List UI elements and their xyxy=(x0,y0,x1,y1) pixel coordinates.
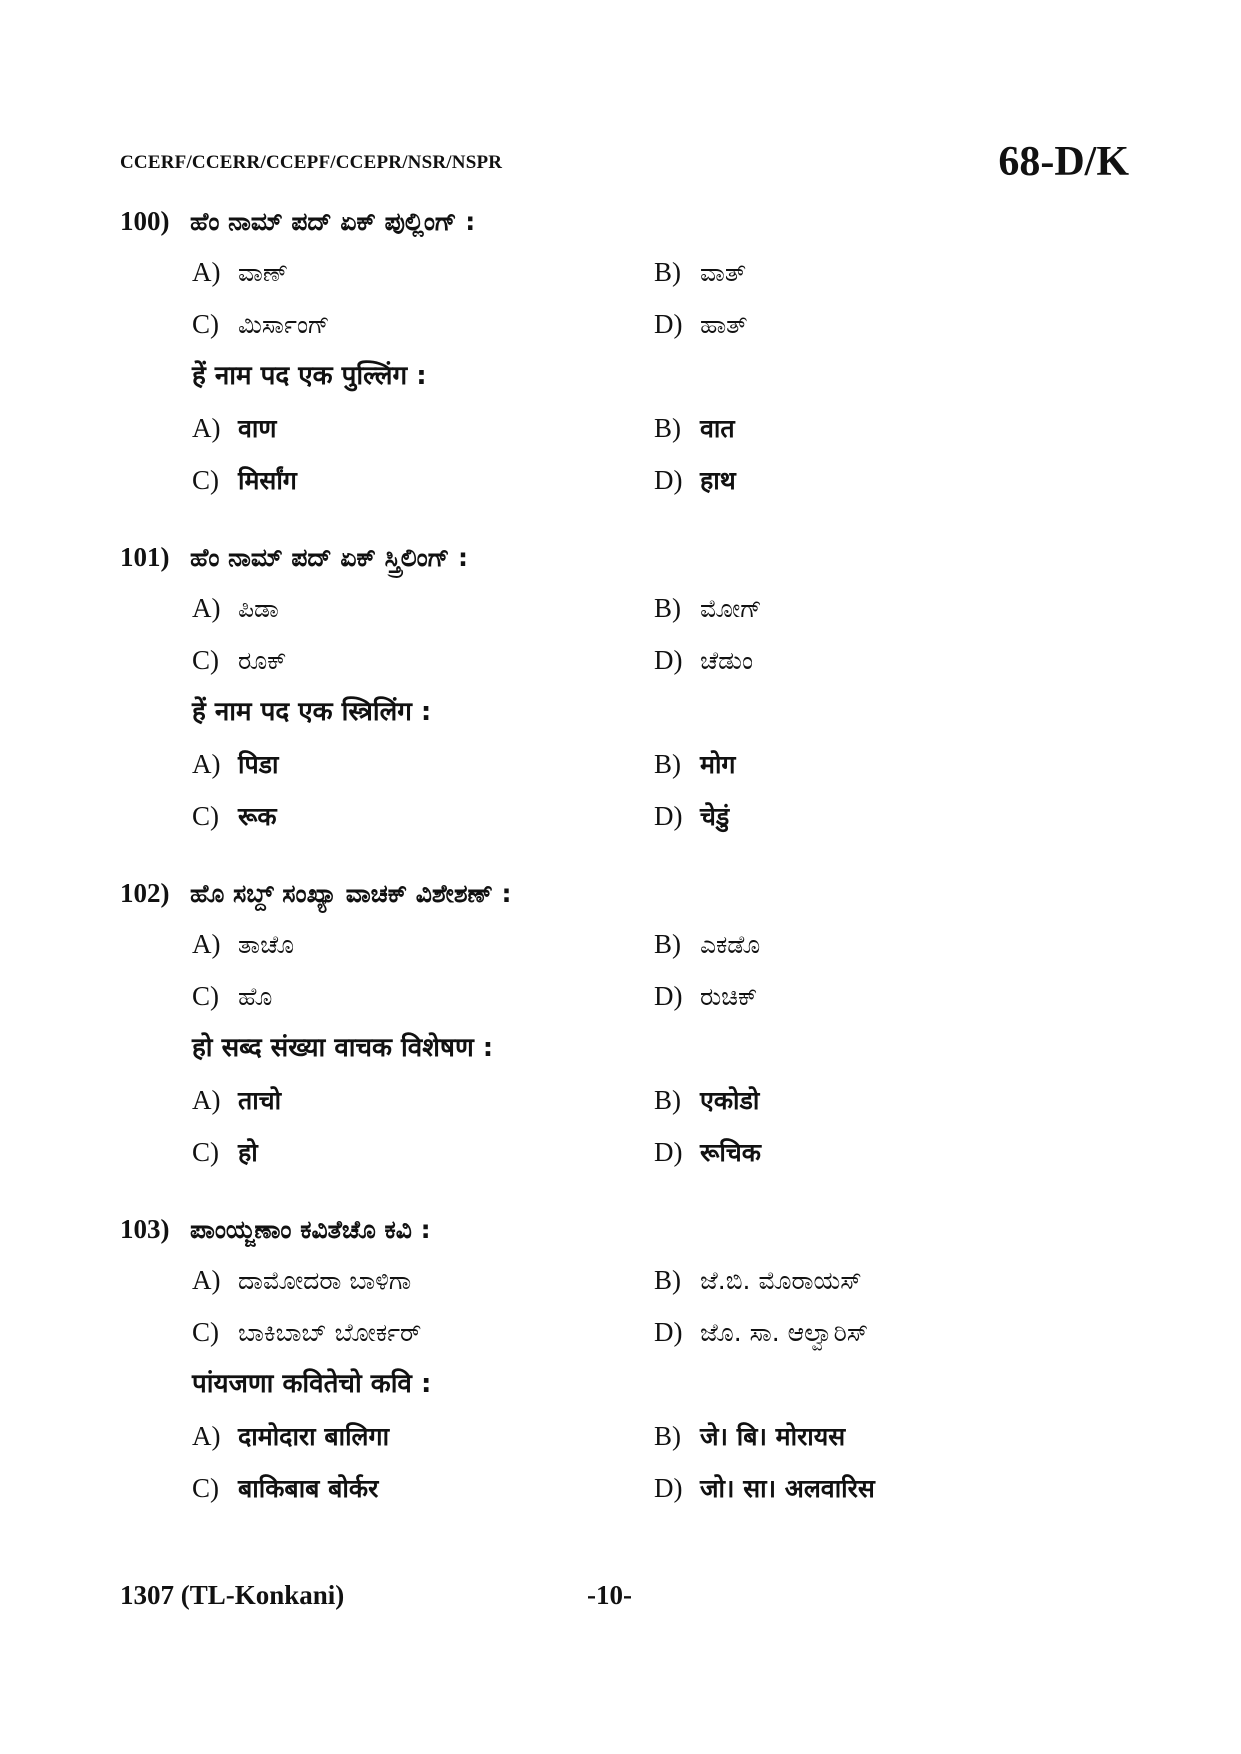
option-text: ದಾಮೋದರಾ ಬಾಳಿಗಾ xyxy=(238,1266,412,1295)
option-row xyxy=(120,970,1130,1022)
question-stem-kannada xyxy=(120,532,1130,582)
option-letter: C) xyxy=(192,1473,219,1503)
option-devanagari xyxy=(192,790,654,842)
question-list xyxy=(120,196,1130,1540)
option-text: दामोदारा बालिगा xyxy=(238,1422,390,1451)
question-stem-kannada xyxy=(120,868,1130,918)
option-row xyxy=(120,454,1130,506)
question-block xyxy=(120,868,1130,1178)
option-text: ಜೆ.ಬಿ. ಮೊರಾಯಸ್ xyxy=(700,1266,862,1295)
option-letter: A) xyxy=(192,1085,221,1115)
option-letter: D) xyxy=(654,465,683,495)
option-row xyxy=(120,246,1130,298)
option-kannada xyxy=(192,1254,654,1306)
option-row xyxy=(120,1074,1130,1126)
option-letter: C) xyxy=(192,1317,219,1347)
option-kannada xyxy=(192,970,654,1022)
option-text: वात xyxy=(700,414,735,443)
option-letter: B) xyxy=(654,413,681,443)
option-kannada xyxy=(192,1306,654,1358)
option-letter: B) xyxy=(654,929,681,959)
question-number: 100) xyxy=(120,206,170,236)
option-kannada xyxy=(192,918,654,970)
question-number: 101) xyxy=(120,542,170,572)
question-text-kannada: ಪಾಂಯ್ಜಣಾಂ ಕವಿತೆಚೊ ಕವಿ : xyxy=(190,1215,431,1244)
option-letter: C) xyxy=(192,1137,219,1167)
option-letter: D) xyxy=(654,645,683,675)
option-letter: A) xyxy=(192,929,221,959)
option-row xyxy=(120,634,1130,686)
option-kannada xyxy=(654,246,746,298)
option-letter: C) xyxy=(192,981,219,1011)
option-letter: C) xyxy=(192,465,219,495)
option-letter: B) xyxy=(654,257,681,287)
option-row xyxy=(120,1254,1130,1306)
option-letter: D) xyxy=(654,1473,683,1503)
question-text-devanagari: हें नाम पद एक पुल्लिंग : xyxy=(192,361,427,391)
option-text: ವಾತ್ xyxy=(700,258,747,287)
question-number: 103) xyxy=(120,1214,170,1244)
option-devanagari xyxy=(192,454,654,506)
option-row xyxy=(120,402,1130,454)
option-text: जो। सा। अलवारिस xyxy=(700,1474,875,1503)
option-kannada xyxy=(654,970,757,1022)
question-text-devanagari: हें नाम पद एक स्त्रिलिंग : xyxy=(192,697,432,727)
option-kannada xyxy=(192,582,654,634)
option-devanagari xyxy=(192,738,654,790)
option-text: ಜೊ. ಸಾ. ಆಲ್ವಾರಿಸ್ xyxy=(700,1318,869,1347)
option-text: ಹಾತ್ xyxy=(700,310,748,339)
option-letter: B) xyxy=(654,593,681,623)
question-stem-kannada xyxy=(120,196,1130,246)
option-row xyxy=(120,582,1130,634)
option-letter: D) xyxy=(654,1137,683,1167)
option-text: मोग xyxy=(700,750,736,779)
question-block xyxy=(120,1204,1130,1514)
option-text: बाकिबाब बोर्कर xyxy=(238,1474,379,1503)
option-row xyxy=(120,1306,1130,1358)
option-devanagari xyxy=(192,402,654,454)
option-text: जे। बि। मोरायस xyxy=(700,1422,846,1451)
option-text: रूक xyxy=(238,802,277,831)
question-text-kannada: ಹೆಂ ನಾಮ್ ಪದ್ ಏಕ್ ಸ್ತ್ರಿಲಿಂಗ್ : xyxy=(190,543,469,572)
footer-subject-code: 1307 (TL-Konkani) xyxy=(120,1580,345,1610)
option-kannada xyxy=(192,634,654,686)
option-devanagari xyxy=(654,402,735,454)
option-text: चेडुं xyxy=(700,802,730,831)
option-letter: B) xyxy=(654,749,681,779)
option-text: ಪಿಡಾ xyxy=(238,594,279,623)
option-kannada xyxy=(192,298,654,350)
option-text: ರೂಕ್ xyxy=(238,646,287,675)
option-devanagari xyxy=(192,1462,654,1514)
option-kannada xyxy=(654,634,753,686)
option-kannada xyxy=(654,582,762,634)
option-devanagari xyxy=(654,1410,845,1462)
question-text-devanagari: हो सब्द संख्या वाचक विशेषण : xyxy=(192,1033,494,1063)
option-kannada xyxy=(654,1306,868,1358)
option-text: मिर्सांग xyxy=(238,466,297,495)
option-letter: B) xyxy=(654,1421,681,1451)
question-number: 102) xyxy=(120,878,170,908)
option-letter: A) xyxy=(192,413,221,443)
option-devanagari xyxy=(192,1126,654,1178)
option-text: पिडा xyxy=(238,750,279,779)
question-text-kannada: ಹೆಂ ನಾಮ್ ಪದ್ ಏಕ್ ಪುಲ್ಲಿಂಗ್ : xyxy=(190,207,476,236)
option-devanagari xyxy=(654,1462,875,1514)
option-text: वाण xyxy=(238,414,277,443)
question-text-kannada: ಹೊ ಸಬ್ದ್ ಸಂಖ್ಯಾ ವಾಚಕ್ ವಿಶೇಶಣ್ : xyxy=(190,879,512,908)
option-devanagari xyxy=(654,1074,759,1126)
option-kannada xyxy=(654,918,760,970)
option-row xyxy=(120,1410,1130,1462)
option-text: ರುಚಿಕ್ xyxy=(700,982,758,1011)
option-row xyxy=(120,790,1130,842)
page-number: -10- xyxy=(587,1580,632,1610)
option-row xyxy=(120,918,1130,970)
option-row xyxy=(120,1126,1130,1178)
option-text: ಹೊ xyxy=(238,982,273,1011)
option-devanagari xyxy=(654,1126,761,1178)
question-block xyxy=(120,196,1130,506)
question-stem-kannada xyxy=(120,1204,1130,1254)
option-letter: D) xyxy=(654,1317,683,1347)
option-text: एकोडो xyxy=(700,1086,760,1115)
option-devanagari xyxy=(654,738,736,790)
option-letter: C) xyxy=(192,309,219,339)
option-text: ಬಾಕಿಬಾಬ್ ಬೋರ್ಕರ್ xyxy=(238,1318,422,1347)
option-kannada xyxy=(192,246,654,298)
option-text: हाथ xyxy=(700,466,736,495)
option-letter: D) xyxy=(654,801,683,831)
option-letter: A) xyxy=(192,1421,221,1451)
option-devanagari xyxy=(192,1410,654,1462)
option-kannada xyxy=(654,1254,862,1306)
paper-code: 68-D/K xyxy=(998,139,1129,185)
option-letter: C) xyxy=(192,645,219,675)
option-text: ಎಕಡೊ xyxy=(700,930,761,959)
option-devanagari xyxy=(192,1074,654,1126)
question-block xyxy=(120,532,1130,842)
option-row xyxy=(120,1462,1130,1514)
option-text: ವಾಣ್ xyxy=(238,258,289,287)
option-kannada xyxy=(654,298,748,350)
option-text: ಮಿರ್ಸಾಂಗ್ xyxy=(238,310,330,339)
option-row xyxy=(120,298,1130,350)
option-letter: D) xyxy=(654,981,683,1011)
option-letter: A) xyxy=(192,257,221,287)
option-text: हो xyxy=(238,1138,258,1167)
option-devanagari xyxy=(654,790,729,842)
option-text: ತಾಚೊ xyxy=(238,930,295,959)
option-text: ಚೆಡುಂ xyxy=(700,646,754,675)
option-text: ಮೋಗ್ xyxy=(700,594,762,623)
option-row xyxy=(120,738,1130,790)
exam-code: CCERF/CCERR/CCEPF/CCEPR/NSR/NSPR xyxy=(120,152,503,173)
option-devanagari xyxy=(654,454,736,506)
option-letter: A) xyxy=(192,749,221,779)
option-letter: B) xyxy=(654,1265,681,1295)
option-text: ताचो xyxy=(238,1086,282,1115)
question-text-devanagari: पांयजणा कवितेचो कवि : xyxy=(192,1369,432,1399)
option-letter: A) xyxy=(192,1265,221,1295)
option-letter: A) xyxy=(192,593,221,623)
option-letter: D) xyxy=(654,309,683,339)
option-text: रूचिक xyxy=(700,1138,761,1167)
option-letter: B) xyxy=(654,1085,681,1115)
option-letter: C) xyxy=(192,801,219,831)
